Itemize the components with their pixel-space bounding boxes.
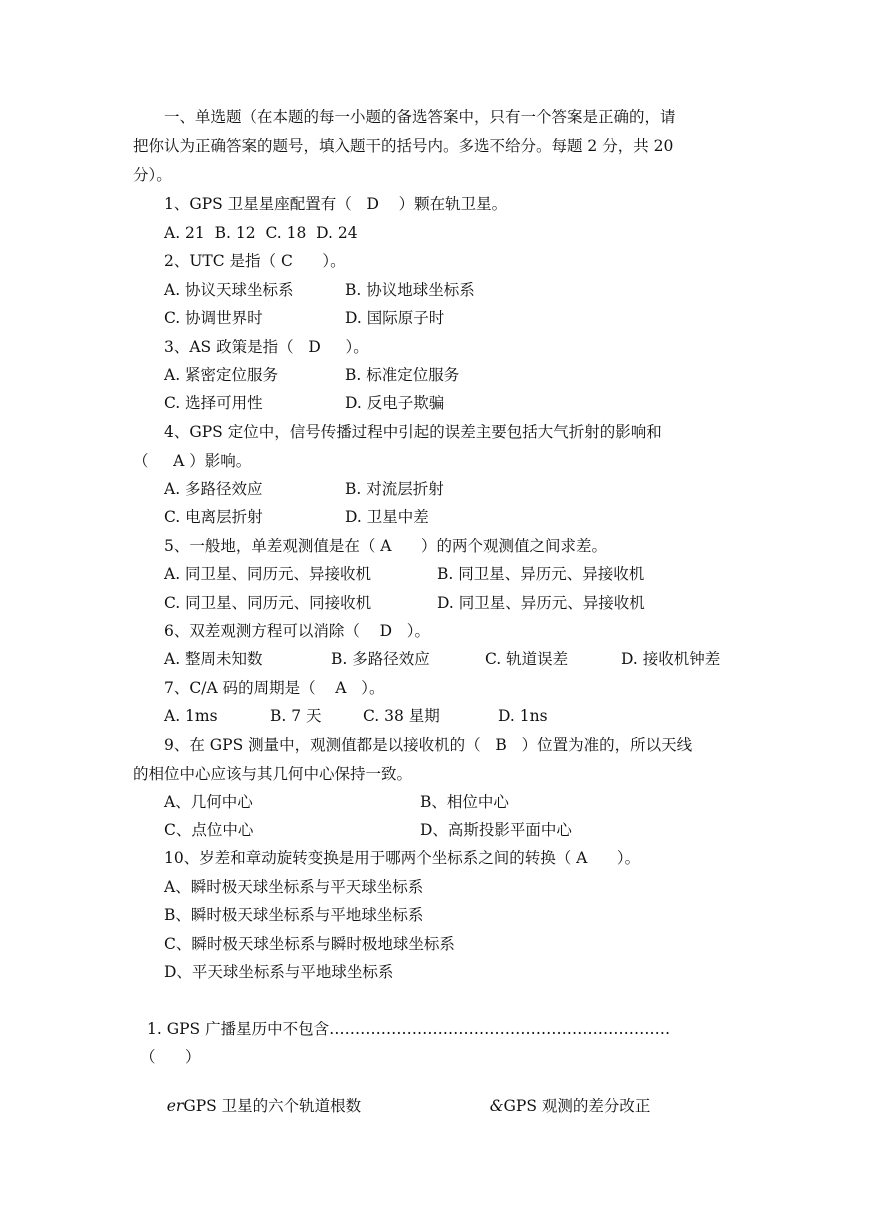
question-3-option-c: C. 选择可用性 (164, 394, 263, 412)
question-6-option-d: D. 接收机钟差 (621, 650, 721, 668)
question-5-option-d: D. 同卫星、异历元、异接收机 (437, 594, 645, 612)
question-1-stem: 1、GPS 卫星星座配置有（ D ）颗在轨卫星。 (164, 195, 508, 213)
question-7-option-c: C. 38 星期 (363, 707, 440, 725)
question-6-option-c: C. 轨道误差 (485, 650, 569, 668)
section-heading-line-1: 一、单选题（在本题的每一小题的备选答案中，只有一个答案是正确的，请 (164, 108, 676, 126)
extra-question-stem: 1. GPS 广播星历中不包含………………………………………………………… (147, 1020, 671, 1038)
extra-option-b-marker: & (489, 1097, 504, 1115)
extra-option-a (147, 1076, 361, 1136)
question-2-option-a: A. 协议天球坐标系 (164, 281, 294, 299)
question-4-option-a: A. 多路径效应 (164, 480, 263, 498)
question-7-stem: 7、C/A 码的周期是（ A ）。 (164, 679, 385, 697)
extra-option-a-marker: er (166, 1097, 184, 1115)
question-5-option-b: B. 同卫星、异历元、异接收机 (437, 565, 645, 583)
question-3-option-a: A. 紧密定位服务 (164, 366, 279, 384)
question-9-option-c: C、点位中心 (164, 821, 254, 839)
question-6-option-b: B. 多路径效应 (331, 650, 430, 668)
section-heading-line-2: 把你认为正确答案的题号，填入题干的括号内。多选不给分。每题 2 分，共 20 (133, 137, 674, 155)
question-10-stem: 10、岁差和章动旋转变换是用于哪两个坐标系之间的转换（ A ）。 (164, 849, 641, 867)
question-9-option-b: B、相位中心 (420, 793, 509, 811)
question-6-stem: 6、双差观测方程可以消除（ D ）。 (164, 622, 431, 640)
question-10-option-b: B、瞬时极天球坐标系与平地球坐标系 (164, 906, 424, 924)
question-7-option-d: D. 1ns (498, 707, 548, 725)
question-7-option-a: A. 1ms (164, 707, 218, 725)
question-9-stem-line-1: 9、在 GPS 测量中，观测值都是以接收机的（ B ）位置为准的，所以天线 (164, 736, 693, 754)
question-10-option-a: A、瞬时极天球坐标系与平天球坐标系 (164, 878, 424, 896)
extra-option-a-text: GPS 卫星的六个轨道根数 (183, 1097, 362, 1115)
question-3-option-b: B. 标准定位服务 (345, 366, 460, 384)
question-10-option-c: C、瞬时极天球坐标系与瞬时极地球坐标系 (164, 935, 455, 953)
question-3-option-d: D. 反电子欺骗 (345, 394, 445, 412)
question-1-options: A. 21 B. 12 C. 18 D. 24 (164, 224, 358, 242)
question-2-option-b: B. 协议地球坐标系 (345, 281, 475, 299)
section-heading-line-3: 分）。 (133, 166, 172, 184)
question-4-option-b: B. 对流层折射 (345, 480, 444, 498)
extra-option-b (470, 1076, 650, 1136)
question-7-option-b: B. 7 天 (270, 707, 322, 725)
question-6-option-a: A. 整周未知数 (164, 650, 263, 668)
question-2-option-c: C. 协调世界时 (164, 309, 263, 327)
question-2-option-d: D. 国际原子时 (345, 309, 445, 327)
extra-question-answer-paren: （ ） (140, 1048, 201, 1066)
question-5-option-a: A. 同卫星、同历元、异接收机 (164, 565, 372, 583)
question-2-stem: 2、UTC 是指（ C ）。 (164, 252, 346, 270)
question-3-stem: 3、AS 政策是指（ D ）。 (164, 338, 369, 356)
question-4-option-c: C. 电离层折射 (164, 508, 263, 526)
question-5-stem: 5、一般地，单差观测值是在（ A ）的两个观测值之间求差。 (164, 537, 608, 555)
extra-option-b-text: GPS 观测的差分改正 (503, 1097, 651, 1115)
question-9-stem-line-2: 的相位中心应该与其几何中心保持一致。 (133, 765, 413, 783)
question-4-stem-line-1: 4、GPS 定位中，信号传播过程中引起的误差主要包括大气折射的影响和 (164, 423, 662, 441)
question-5-option-c: C. 同卫星、同历元、同接收机 (164, 594, 372, 612)
question-4-stem-line-2: （ A ）影响。 (133, 452, 252, 470)
question-9-option-d: D、高斯投影平面中心 (420, 821, 572, 839)
question-10-option-d: D、平天球坐标系与平地球坐标系 (164, 963, 394, 981)
question-9-option-a: A、几何中心 (164, 793, 253, 811)
question-4-option-d: D. 卫星中差 (345, 508, 429, 526)
